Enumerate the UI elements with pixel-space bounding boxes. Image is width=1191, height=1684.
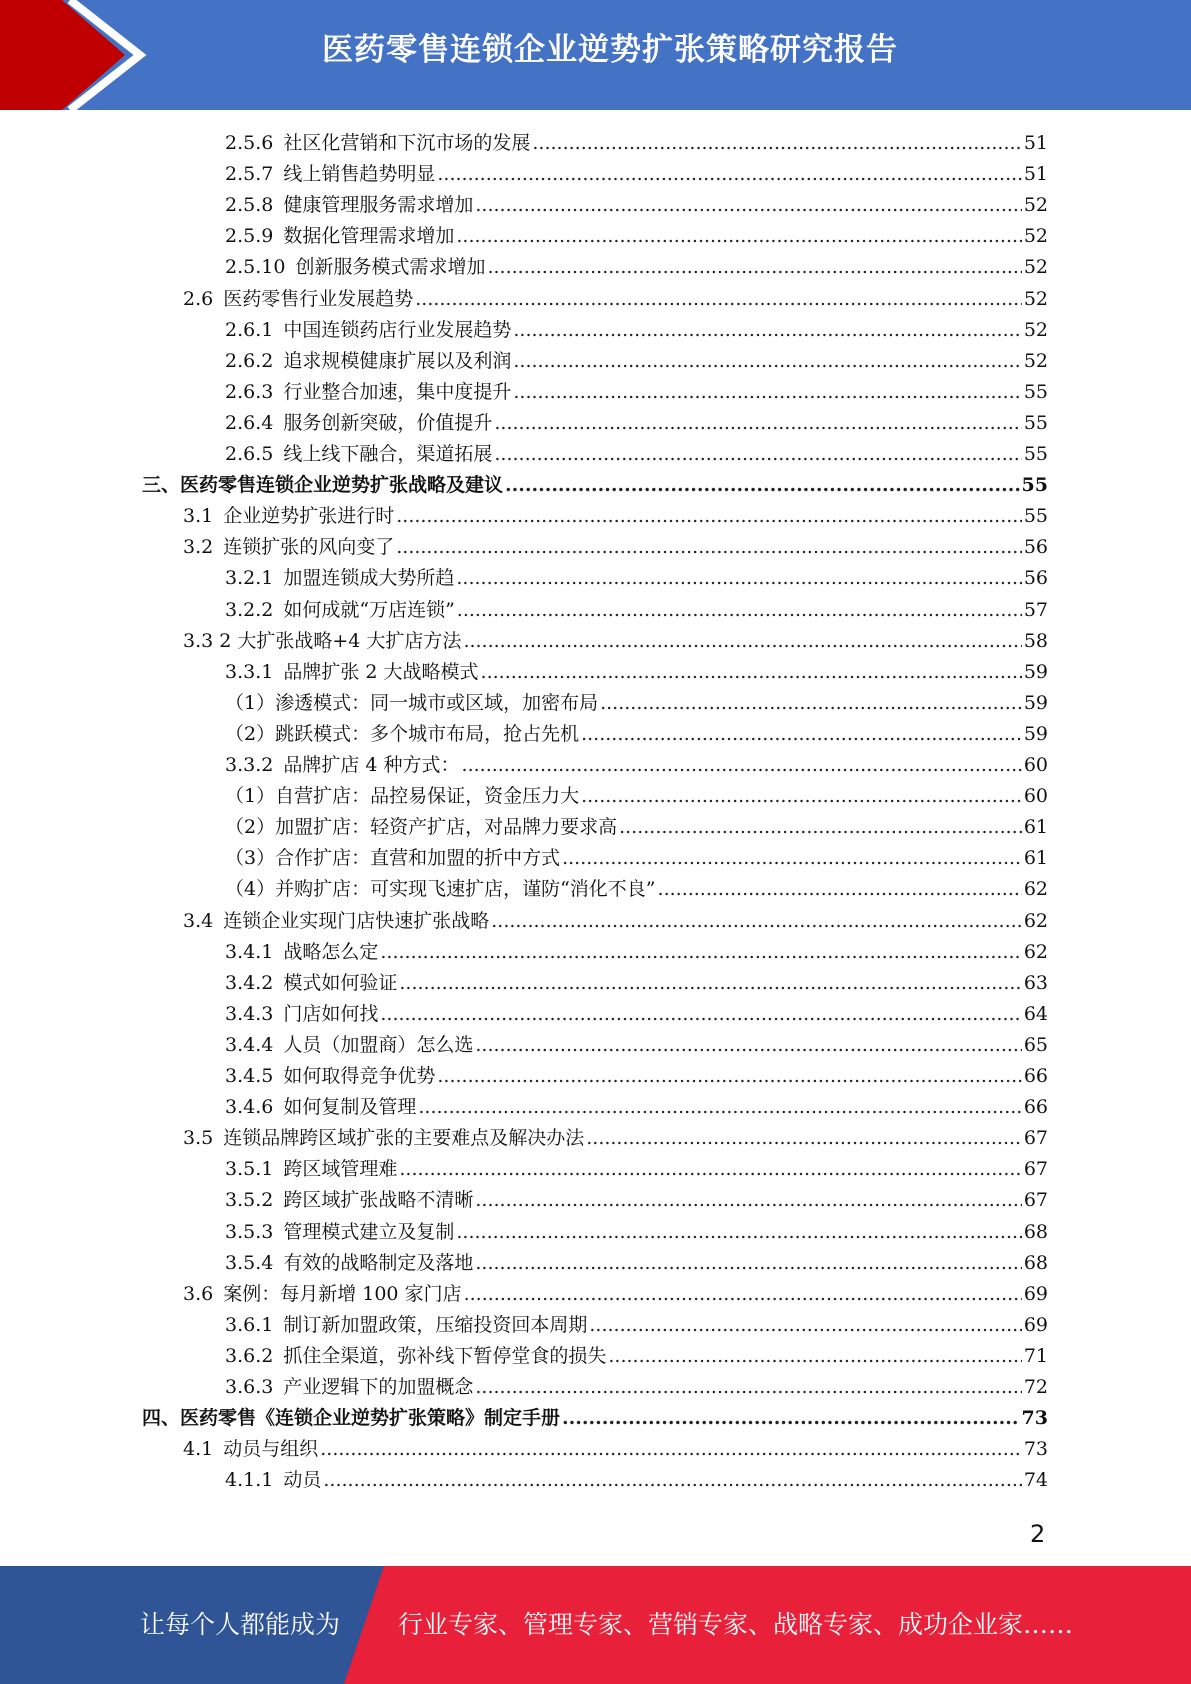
toc-entry[interactable]	[225, 563, 1048, 594]
toc-entry[interactable]	[225, 1372, 1048, 1403]
toc-leader-dots	[494, 439, 1021, 470]
toc-entry-page: 55	[1023, 380, 1048, 403]
toc-entry-page: 55	[1023, 443, 1048, 465]
toc-entry-number: 3.3.2	[225, 754, 274, 776]
toc-entry-title: （4）并购扩店：可实现飞速扩店，谨防“消化不良”	[225, 878, 656, 901]
toc-entry-page: 58	[1023, 629, 1048, 652]
toc-entry[interactable]	[225, 190, 1048, 221]
toc-entry-title: 制订新加盟政策，压缩投资回本周期	[283, 1313, 588, 1336]
toc-entry-page: 61	[1023, 847, 1048, 870]
toc-leader-dots	[658, 874, 1022, 905]
toc-entry[interactable]	[225, 874, 1048, 905]
toc-entry[interactable]	[225, 439, 1048, 470]
toc-entry-number: 3.4.2	[225, 971, 274, 994]
toc-entry-title: 品牌扩店 4 种方式：	[283, 754, 460, 776]
toc-leader-dots	[494, 408, 1021, 439]
page-number: 2	[1030, 1520, 1046, 1548]
toc-entry-title: 连锁企业实现门店快速扩张战略	[223, 909, 490, 932]
toc-leader-dots	[475, 190, 1021, 221]
toc-entry-number: 3.5	[183, 1127, 214, 1150]
toc-entry-title: 如何取得竞争优势	[283, 1065, 436, 1087]
toc-entry-page: 67	[1023, 1127, 1048, 1150]
toc-leader-dots	[487, 252, 1021, 283]
toc-leader-dots	[562, 843, 1022, 874]
toc-entry-number: 3.6.1	[225, 1313, 274, 1336]
toc-entry-page: 55	[1023, 505, 1048, 528]
toc-entry-title: 线上线下融合，渠道拓展	[283, 443, 493, 465]
toc-entry-page: 59	[1023, 691, 1048, 714]
toc-entry[interactable]	[225, 346, 1048, 377]
toc-entry-page: 65	[1023, 1033, 1048, 1056]
toc-entry-page: 67	[1023, 1158, 1048, 1181]
toc-entry-title: 创新服务模式需求增加	[295, 256, 486, 279]
toc-entry-page: 68	[1023, 1251, 1048, 1274]
toc-entry-number: 2.6.1	[225, 318, 274, 341]
toc-entry-title: 跨区域管理难	[283, 1158, 398, 1181]
toc-leader-dots	[463, 626, 1021, 657]
toc-entry-page: 71	[1023, 1344, 1048, 1367]
toc-leader-dots	[456, 221, 1021, 252]
toc-entry[interactable]	[225, 252, 1048, 283]
toc-entry-title: 行业整合加速，集中度提升	[283, 380, 512, 403]
footer-slogan-left: 让每个人都能成为	[140, 1610, 341, 1639]
toc-entry-page: 59	[1023, 660, 1048, 683]
toc-entry-title: 动员	[283, 1469, 322, 1492]
toc-entry-title: 服务创新突破，价值提升	[283, 411, 493, 434]
toc-entry[interactable]	[225, 128, 1048, 159]
toc-leader-dots	[581, 781, 1022, 812]
toc-entry-number: 3.2.2	[225, 598, 274, 621]
toc-leader-dots	[562, 1403, 1020, 1434]
toc-entry[interactable]	[225, 377, 1048, 408]
toc-entry-title: 医药零售行业发展趋势	[223, 287, 414, 310]
toc-entry-page: 52	[1023, 194, 1048, 217]
report-title: 医药零售连锁企业逆势扩张策略研究报告	[322, 32, 898, 68]
toc-entry[interactable]	[225, 315, 1048, 346]
toc-entry[interactable]	[225, 221, 1048, 252]
toc-entry[interactable]	[225, 1030, 1048, 1061]
toc-entry-number: 2.6.2	[225, 349, 274, 372]
toc-entry[interactable]	[225, 1217, 1048, 1248]
toc-entry-number: 3.5.1	[225, 1158, 274, 1181]
toc-leader-dots	[608, 1341, 1021, 1372]
toc-leader-dots	[532, 128, 1021, 159]
toc-entry-title: 三、医药零售连锁企业逆势扩张战略及建议	[142, 474, 504, 497]
toc-leader-dots	[464, 1279, 1022, 1310]
toc-entry-page: 56	[1023, 536, 1048, 559]
toc-entry-page: 61	[1023, 816, 1048, 839]
toc-entry[interactable]	[225, 968, 1048, 999]
toc-entry[interactable]	[183, 532, 1048, 563]
toc-entry[interactable]	[142, 1403, 1048, 1434]
toc-entry-title: 社区化营销和下沉市场的发展	[283, 132, 531, 154]
toc-entry[interactable]	[142, 470, 1048, 501]
toc-leader-dots	[396, 501, 1022, 532]
toc-entry-page: 63	[1023, 971, 1048, 994]
toc-entry-title: 如何成就“万店连锁”	[283, 598, 455, 621]
toc-leader-dots	[462, 750, 1022, 781]
toc-entry-number: 3.4.1	[225, 940, 274, 963]
toc-entry-number: 3.4.4	[225, 1033, 274, 1056]
toc-entry[interactable]	[225, 1061, 1048, 1092]
toc-entry-page: 57	[1023, 598, 1048, 621]
toc-entry-title: （3）合作扩店：直营和加盟的折中方式	[225, 847, 561, 870]
toc-entry-page: 74	[1023, 1469, 1048, 1492]
toc-entry-number: 3.3.1	[225, 660, 274, 683]
toc-leader-dots	[513, 346, 1021, 377]
toc-entry[interactable]	[183, 1279, 1048, 1310]
toc-entry-page: 59	[1023, 722, 1048, 745]
toc-entry-number: 3.6	[183, 1282, 214, 1305]
toc-leader-dots	[415, 284, 1022, 315]
toc-entry[interactable]	[225, 688, 1048, 719]
toc-entry-title: 中国连锁药店行业发展趋势	[283, 318, 512, 341]
toc-entry[interactable]	[183, 626, 1048, 657]
toc-leader-dots	[600, 688, 1022, 719]
toc-entry[interactable]	[225, 750, 1048, 781]
toc-entry-title: 线上销售趋势明显	[283, 163, 436, 186]
toc-entry-number: 2.5.8	[225, 194, 274, 217]
toc-entry-number: 3.4	[183, 909, 214, 932]
toc-entry-title: 跨区域扩张战略不清晰	[283, 1189, 474, 1212]
toc-entry[interactable]	[225, 1465, 1048, 1496]
toc-entry-number: 3.4.6	[225, 1096, 274, 1119]
toc-entry-number: 3.2.1	[225, 567, 274, 590]
toc-entry-page: 69	[1023, 1313, 1048, 1336]
toc-entry-page: 66	[1023, 1096, 1048, 1119]
toc-entry-page: 64	[1023, 1002, 1048, 1025]
toc-leader-dots	[418, 1092, 1021, 1123]
toc-leader-dots	[323, 1465, 1021, 1496]
toc-entry[interactable]	[183, 1434, 1048, 1465]
toc-entry-title: 战略怎么定	[283, 940, 379, 963]
toc-leader-dots	[456, 563, 1021, 594]
toc-entry-page: 52	[1023, 225, 1048, 248]
toc-entry-title: 加盟连锁成大势所趋	[283, 567, 455, 590]
toc-entry-title: 数据化管理需求增加	[283, 225, 455, 248]
toc-leader-dots	[456, 1217, 1021, 1248]
toc-entry-number: 3.6.2	[225, 1344, 274, 1367]
toc-leader-dots	[437, 1061, 1021, 1092]
header-chevron-decoration	[0, 0, 160, 110]
toc-leader-dots	[586, 1123, 1022, 1154]
toc-entry-number: 3.5.2	[225, 1189, 274, 1212]
toc-entry-page: 51	[1023, 163, 1048, 186]
toc-entry-title: （2）跳跃模式：多个城市布局，抢占先机	[225, 722, 580, 745]
toc-leader-dots	[513, 377, 1021, 408]
toc-leader-dots	[437, 159, 1021, 190]
toc-leader-dots	[581, 719, 1022, 750]
toc-entry[interactable]	[183, 284, 1048, 315]
toc-entry[interactable]	[225, 1185, 1048, 1216]
toc-entry-title: 连锁品牌跨区域扩张的主要难点及解决办法	[223, 1127, 585, 1150]
toc-entry-title: 如何复制及管理	[283, 1096, 417, 1119]
toc-entry-title: （1）渗透模式：同一城市或区域，加密布局	[225, 691, 599, 714]
toc-leader-dots	[399, 968, 1021, 999]
toc-leader-dots	[475, 1372, 1021, 1403]
toc-entry-title: 门店如何找	[283, 1002, 379, 1025]
toc-leader-dots	[619, 812, 1022, 843]
toc-leader-dots	[491, 906, 1022, 937]
toc-entry-page: 55	[1021, 474, 1048, 497]
toc-entry-page: 51	[1023, 132, 1048, 154]
toc-entry-number: 3.4.3	[225, 1002, 274, 1025]
toc-entry[interactable]	[225, 408, 1048, 439]
toc-entry[interactable]	[225, 657, 1048, 688]
toc-entry[interactable]	[225, 595, 1048, 626]
toc-entry-number: 2.5.6	[225, 132, 274, 154]
toc-entry-title: 抓住全渠道，弥补线下暂停堂食的损失	[283, 1344, 607, 1367]
toc-entry-page: 66	[1023, 1065, 1048, 1087]
toc-entry-page: 62	[1023, 878, 1048, 901]
toc-entry-page: 72	[1023, 1376, 1048, 1398]
toc-entry[interactable]	[225, 1248, 1048, 1279]
toc-entry[interactable]	[183, 1123, 1048, 1154]
toc-entry-title: 四、医药零售《连锁企业逆势扩张策略》制定手册	[142, 1407, 561, 1430]
header-banner	[0, 0, 1191, 110]
toc-entry-page: 52	[1023, 349, 1048, 372]
toc-entry[interactable]	[225, 1310, 1048, 1341]
toc-entry-number: 2.5.9	[225, 225, 274, 248]
toc-entry[interactable]	[225, 843, 1048, 874]
toc-entry-title: 企业逆势扩张进行时	[223, 505, 395, 528]
toc-entry-page: 52	[1023, 287, 1048, 310]
toc-entry-number: 2.5.10	[225, 256, 286, 279]
toc-entry[interactable]	[183, 501, 1048, 532]
toc-entry[interactable]	[225, 999, 1048, 1030]
toc-entry-title: 案例：每月新增 100 家门店	[223, 1282, 462, 1305]
toc-entry[interactable]	[225, 719, 1048, 750]
toc-entry[interactable]	[225, 812, 1048, 843]
toc-entry-number: 2.6.5	[225, 443, 274, 465]
toc-entry-page: 73	[1021, 1407, 1048, 1430]
toc-entry-page: 68	[1023, 1220, 1048, 1243]
toc-entry-title: （2）加盟扩店：轻资产扩店，对品牌力要求高	[225, 816, 618, 839]
toc-entry-page: 52	[1023, 256, 1048, 279]
toc-entry-title: 连锁扩张的风向变了	[223, 536, 395, 559]
toc-leader-dots	[457, 595, 1022, 626]
toc-leader-dots	[505, 470, 1020, 501]
toc-entry-page: 60	[1023, 785, 1048, 808]
toc-leader-dots	[589, 1310, 1021, 1341]
toc-entry-number: 2.6.3	[225, 380, 274, 403]
toc-entry-title: 有效的战略制定及落地	[283, 1251, 474, 1274]
toc-entry-title: 人员（加盟商）怎么选	[283, 1033, 474, 1056]
toc-entry-title: 3.3 2 大扩张战略+4 大扩店方法	[183, 629, 462, 652]
toc-entry-number: 3.5.4	[225, 1251, 274, 1274]
footer-slogan-right: 行业专家、管理专家、营销专家、战略专家、成功企业家……	[398, 1610, 1074, 1639]
toc-entry-title: 健康管理服务需求增加	[283, 194, 474, 217]
toc-entry-page: 62	[1023, 909, 1048, 932]
toc-entry[interactable]	[225, 159, 1048, 190]
toc-entry-number: 3.6.3	[225, 1376, 274, 1398]
toc-entry-title: 品牌扩张 2 大战略模式	[283, 660, 479, 683]
toc-entry-number: 2.5.7	[225, 163, 274, 186]
toc-leader-dots	[513, 315, 1021, 346]
toc-entry-page: 60	[1023, 754, 1048, 776]
toc-leader-dots	[399, 1154, 1021, 1185]
toc-entry[interactable]	[225, 1092, 1048, 1123]
toc-entry[interactable]	[225, 781, 1048, 812]
toc-leader-dots	[396, 532, 1022, 563]
toc-entry-number: 3.5.3	[225, 1220, 274, 1243]
toc-entry[interactable]	[225, 1341, 1048, 1372]
toc-leader-dots	[481, 657, 1022, 688]
toc-entry[interactable]	[225, 1154, 1048, 1185]
toc-entry-number: 3.4.5	[225, 1065, 274, 1087]
toc-entry[interactable]	[225, 937, 1048, 968]
toc-entry[interactable]	[183, 906, 1048, 937]
toc-entry-number: 2.6.4	[225, 411, 274, 434]
toc-leader-dots	[475, 1030, 1021, 1061]
toc-entry-page: 67	[1023, 1189, 1048, 1212]
footer-banner	[0, 1566, 1191, 1684]
toc-entry-page: 62	[1023, 940, 1048, 963]
toc-entry-title: 模式如何验证	[283, 971, 398, 994]
toc-leader-dots	[475, 1248, 1021, 1279]
toc-entry-page: 73	[1023, 1438, 1048, 1461]
toc-entry-title: （1）自营扩店：品控易保证，资金压力大	[225, 785, 580, 808]
toc-entry-title: 管理模式建立及复制	[283, 1220, 455, 1243]
toc-leader-dots	[380, 999, 1021, 1030]
toc-entry-page: 69	[1023, 1282, 1048, 1305]
toc-leader-dots	[320, 1434, 1022, 1465]
toc-entry-title: 动员与组织	[223, 1438, 319, 1461]
toc-entry-number: 2.6	[183, 287, 214, 310]
toc-entry-number: 4.1.1	[225, 1469, 274, 1492]
toc-leader-dots	[475, 1185, 1021, 1216]
toc-entry-title: 追求规模健康扩展以及利润	[283, 349, 512, 372]
toc-entry-number: 3.2	[183, 536, 214, 559]
toc-entry-page: 55	[1023, 411, 1048, 434]
toc-leader-dots	[380, 937, 1021, 968]
toc-entry-page: 52	[1023, 318, 1048, 341]
toc-entry-number: 3.1	[183, 505, 214, 528]
toc-entry-page: 56	[1023, 567, 1048, 590]
toc-entry-title: 产业逻辑下的加盟概念	[283, 1376, 474, 1398]
toc-entry-number: 4.1	[183, 1438, 214, 1461]
